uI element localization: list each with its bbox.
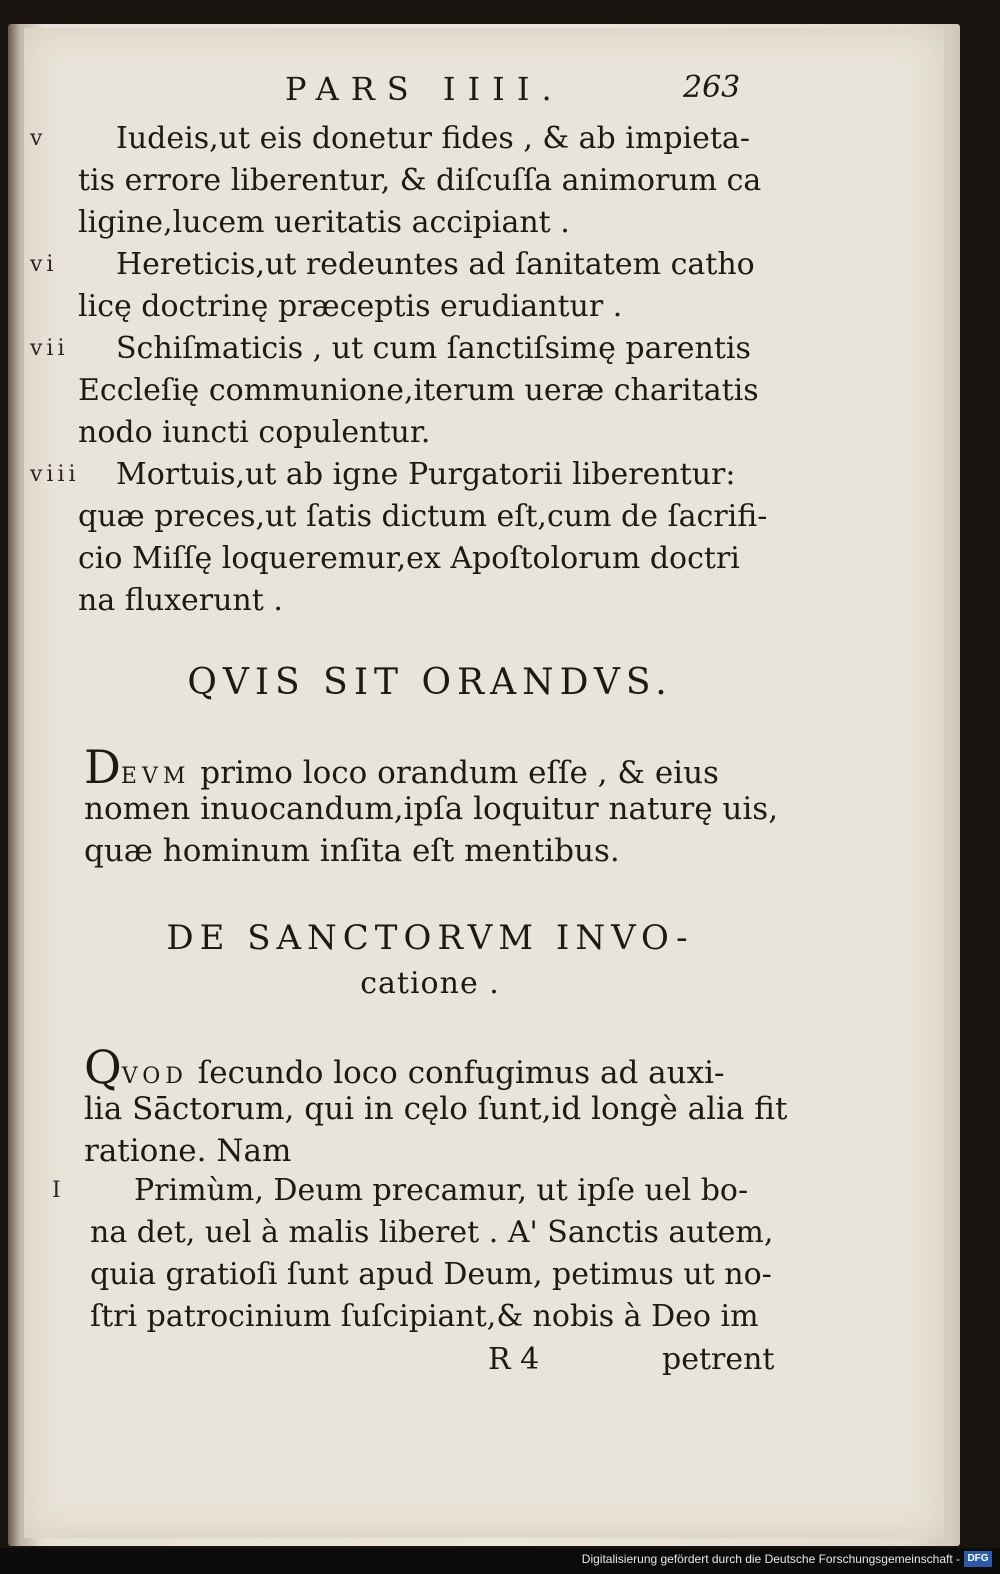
paragraph-quod bbox=[84, 1040, 788, 1172]
signature-mark: R 4 bbox=[488, 1342, 540, 1377]
section-heading: DE SANCTORVM INVO- bbox=[166, 918, 694, 958]
text-line bbox=[30, 1254, 790, 1296]
margin-numeral: vi bbox=[30, 252, 58, 277]
section-heading-continued: catione . bbox=[360, 966, 500, 1001]
text-line bbox=[30, 1212, 790, 1254]
line-text: ligine,lucem ueritatis accipiant . bbox=[78, 205, 570, 240]
text-line bbox=[30, 538, 790, 580]
drop-cap: D bbox=[84, 740, 121, 794]
text-line bbox=[84, 1130, 784, 1172]
intercession-list bbox=[30, 118, 790, 622]
catchword: petrent bbox=[662, 1342, 775, 1377]
line-text: nodo iuncti copulentur. bbox=[78, 415, 431, 450]
text-line bbox=[30, 202, 790, 244]
line-text: licę doctrinę præceptis erudiantur . bbox=[78, 289, 623, 324]
paragraph-deum bbox=[84, 740, 784, 872]
line-text: cio Miſſę loqueremur,ex Apoſtolorum doctri bbox=[78, 541, 740, 576]
text-line bbox=[84, 830, 784, 872]
line-text: quia gratioſi ſunt apud Deum, petimus ut no- bbox=[90, 1257, 772, 1292]
catch-line bbox=[0, 1342, 1000, 1382]
drop-cap: Q bbox=[84, 1040, 122, 1094]
line-text: na det, uel à malis liberet . A' Sanctis autem, bbox=[90, 1215, 774, 1250]
line-text: ſecundo loco confugimus ad auxi- bbox=[187, 1055, 725, 1091]
text-line bbox=[84, 788, 784, 830]
text-line bbox=[30, 580, 790, 622]
margin-numeral: vii bbox=[30, 336, 69, 361]
text-line bbox=[30, 328, 790, 370]
line-text: quæ hominum inſita eſt mentibus. bbox=[84, 833, 620, 869]
section-heading: QVIS SIT ORANDVS. bbox=[187, 662, 673, 703]
line-text: na fluxerunt . bbox=[78, 583, 283, 618]
text-line bbox=[30, 1170, 790, 1212]
line-text: Primùm, Deum precamur, ut ipſe uel bo- bbox=[134, 1173, 749, 1208]
text-line bbox=[30, 286, 790, 328]
text-line bbox=[84, 740, 784, 794]
line-text: Iudeis,ut eis donetur fides , & ab impieta- bbox=[116, 121, 750, 156]
page-header bbox=[0, 70, 1000, 110]
line-text: quæ preces,ut ſatis dictum eſt,cum de ſacrifi- bbox=[78, 499, 768, 534]
text-line bbox=[84, 1088, 788, 1130]
line-text: Hereticis,ut redeuntes ad ſanitatem catho bbox=[116, 247, 755, 282]
dfg-logo: DFG bbox=[964, 1551, 992, 1567]
line-text: Eccleſię communione,iterum ueræ charitatis bbox=[78, 373, 759, 408]
small-caps: EVM bbox=[120, 764, 191, 789]
small-caps: VOD bbox=[121, 1064, 188, 1089]
text-line bbox=[30, 454, 790, 496]
folio-number: 263 bbox=[683, 70, 741, 105]
text-line bbox=[30, 1296, 790, 1338]
text-line bbox=[30, 244, 790, 286]
text-line bbox=[30, 160, 790, 202]
line-text: Mortuis,ut ab igne Purgatorii liberentur: bbox=[116, 457, 736, 492]
text-line bbox=[30, 370, 790, 412]
text-line bbox=[30, 412, 790, 454]
footer-bar bbox=[0, 1548, 1000, 1574]
line-text: primo loco orandum eſſe , & eius bbox=[190, 755, 719, 791]
line-text: Schiſmaticis , ut cum ſanctiſsimę parentis bbox=[116, 331, 751, 366]
funding-notice: Digitalisierung gefördert durch die Deutsche Forschungsgemeinschaft - bbox=[581, 1552, 960, 1566]
reasons-list bbox=[30, 1170, 790, 1338]
margin-numeral: I bbox=[52, 1178, 65, 1203]
line-text: tis errore liberentur, & diſcuſſa animorum ca bbox=[78, 163, 762, 198]
line-text: ſtri patrocinium ſuſcipiant,& nobis à Deo im bbox=[90, 1299, 759, 1334]
text-line bbox=[30, 496, 790, 538]
running-title: PARS IIII. bbox=[285, 70, 564, 108]
line-text: nomen inuocandum,ipſa loquitur naturę uis, bbox=[84, 791, 779, 827]
line-text: ratione. Nam bbox=[84, 1133, 292, 1169]
text-line bbox=[84, 1040, 784, 1094]
margin-numeral: viii bbox=[30, 462, 80, 487]
margin-numeral: v bbox=[30, 126, 47, 151]
line-text: lia Sāctorum, qui in cęlo ſunt,id longè alia fit bbox=[84, 1091, 788, 1127]
text-line bbox=[30, 118, 790, 160]
